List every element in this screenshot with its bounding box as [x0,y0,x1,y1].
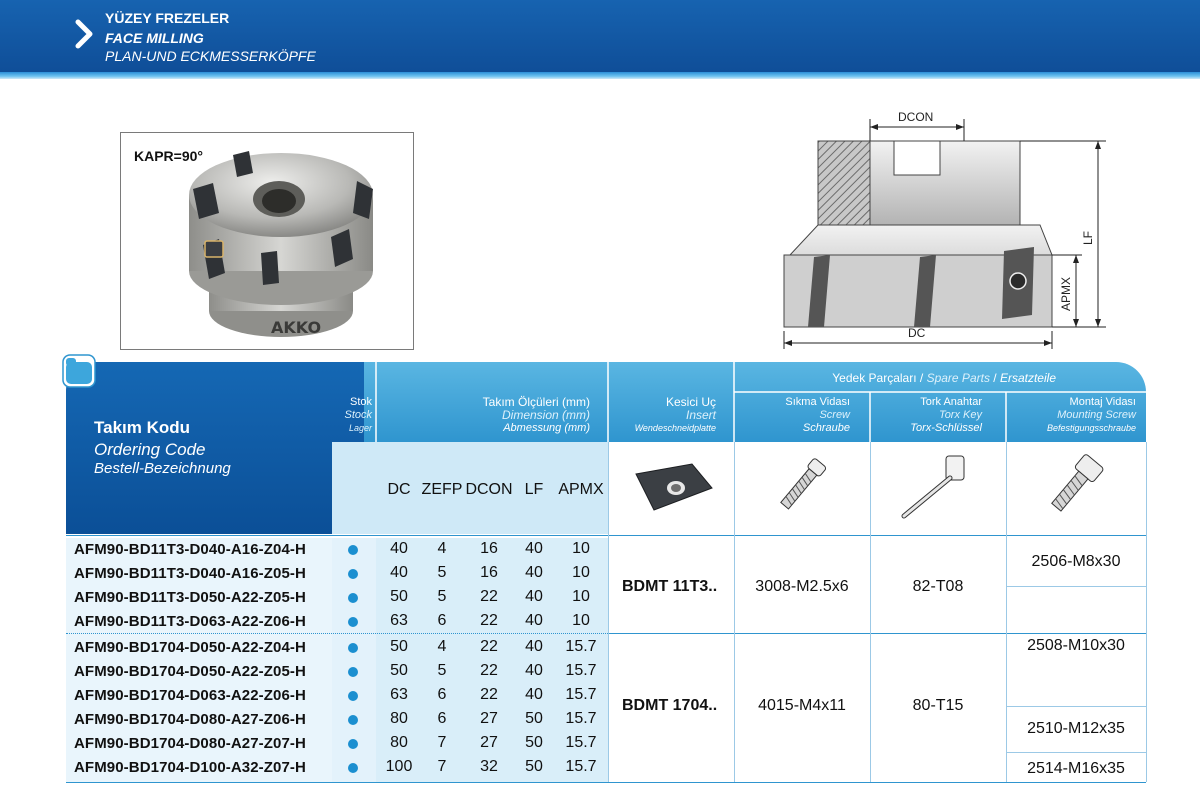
value-lf: 50 [525,710,543,727]
value-dc: 50 [390,662,408,679]
body-bottom-line [66,782,1146,783]
screw-header [738,396,850,435]
screw-header-en: Screw [819,409,850,421]
value-zefp: 5 [437,564,447,581]
stock-dot-icon [348,739,358,749]
value-apmx: 10 [572,564,590,581]
torx-key-icon [894,450,974,526]
col-divider [1146,442,1147,782]
ordering-code: AFM90-BD1704-D050-A22-Z05-H [74,663,306,680]
key-header [872,396,982,435]
value-lf: 50 [525,758,543,775]
value-dcon: 27 [480,734,498,751]
value-zefp: 4 [437,638,447,655]
value-zefp: 6 [437,686,447,703]
value-dc: 63 [390,686,408,703]
group-separator-right [608,633,1146,634]
insert-header-en: Insert [685,408,716,422]
table-row [66,756,1146,780]
value-dc: 63 [390,612,408,629]
table-row [66,660,1146,684]
apmx-dimension-label: APMX [1059,276,1073,311]
ordering-code: AFM90-BD11T3-D040-A16-Z05-H [74,565,306,582]
stock-dot-icon [348,593,358,603]
mounting-screw-1: 2506-M8x30 [1031,553,1121,570]
value-apmx: 15.7 [565,758,597,775]
value-apmx: 10 [572,588,590,605]
mount-divider [1006,752,1146,753]
value-lf: 40 [525,588,543,605]
mounting-header-en: Mounting Screw [1057,409,1136,421]
value-zefp: 6 [437,612,447,629]
col-dc: DC [387,481,411,498]
table-row [66,636,1146,660]
value-dcon: 22 [480,662,498,679]
screw-group-2: 4015-M4x11 [758,697,846,714]
value-lf: 50 [525,734,543,751]
col-apmx: APMX [558,481,604,498]
ordering-code-title-tr: Takım Kodu [94,418,191,437]
ordering-code: AFM90-BD1704-D080-A27-Z07-H [74,735,306,752]
insert-header-de: Wendeschneidplatte [634,423,716,433]
spare-parts-sep1: / [916,371,927,385]
stock-header-tr: Stok [349,396,372,408]
value-apmx: 15.7 [565,734,597,751]
value-zefp: 6 [437,710,447,727]
brand-engraving: AKKO [271,318,322,337]
key-group-1: 82-T08 [912,578,964,595]
value-apmx: 10 [572,540,590,557]
mounting-screw-2: 2508-M10x30 [1027,637,1125,654]
ordering-code: AFM90-BD1704-D100-A32-Z07-H [74,759,306,776]
screw-group-1: 3008-M2.5x6 [755,578,849,595]
value-dcon: 32 [480,758,498,775]
insert-header-tr: Kesici Uç [665,395,716,409]
table-row [66,732,1146,756]
value-dcon: 16 [480,564,498,581]
value-zefp: 4 [437,540,447,557]
spare-parts-header [740,372,1056,385]
header-stripe [0,72,1200,79]
key-header-de: Torx-Schlüssel [910,422,982,434]
value-apmx: 15.7 [565,662,597,679]
stock-header [332,396,372,435]
value-dcon: 22 [480,686,498,703]
dcon-dimension-label: DCON [898,110,934,124]
key-header-en: Torx Key [938,409,982,421]
title-english: FACE MILLING [105,30,204,46]
stock-dot-icon [348,691,358,701]
ordering-code: AFM90-BD1704-D063-A22-Z06-H [74,687,306,704]
dimension-header-tr: Takım Ölçüleri (mm) [482,395,590,409]
ordering-code-title-de: Bestell-Bezeichnung [94,460,231,477]
spare-parts-en: Spare Parts [926,371,990,385]
spare-parts-sep2: / [989,371,1000,385]
value-lf: 40 [525,686,543,703]
value-lf: 40 [525,612,543,629]
value-zefp: 7 [437,758,447,775]
value-dc: 50 [390,638,408,655]
stock-header-en: Stock [344,409,372,421]
mounting-header-tr: Montaj Vidası [1069,396,1136,408]
screw-icon [770,452,834,518]
dimension-header [380,396,590,435]
stock-dot-icon [348,617,358,627]
value-dc: 40 [390,540,408,557]
value-dcon: 22 [480,612,498,629]
mount-divider [1006,706,1146,707]
col-divider [734,442,735,782]
ordering-code: AFM90-BD1704-D080-A27-Z06-H [74,711,306,728]
dimension-header-de: Abmessung (mm) [503,422,590,434]
kapr-label: KAPR=90° [134,148,204,164]
col-zefp: ZEFP [421,481,463,498]
value-apmx: 15.7 [565,710,597,727]
screw-header-tr: Sıkma Vidası [785,396,850,408]
col-dcon: DCON [465,481,513,498]
value-lf: 40 [525,540,543,557]
value-dcon: 27 [480,710,498,727]
col-divider [608,442,609,782]
ordering-code: AFM90-BD1704-D050-A22-Z04-H [74,639,306,656]
value-dc: 80 [390,710,408,727]
key-group-2: 80-T15 [912,697,964,714]
value-zefp: 5 [437,588,447,605]
value-dc: 100 [385,758,413,775]
screw-header-de: Schraube [802,422,850,434]
value-apmx: 15.7 [565,638,597,655]
col-lf: LF [524,481,544,498]
stock-dot-icon [348,667,358,677]
ordering-code-title-en: Ordering Code [94,440,206,459]
value-dc: 50 [390,588,408,605]
value-dcon: 22 [480,588,498,605]
spare-parts-de: Ersatzteile [999,371,1056,385]
value-apmx: 10 [572,612,590,629]
value-dcon: 16 [480,540,498,557]
dimension-header-en: Dimension (mm) [501,408,590,422]
table-row [66,610,1146,634]
spare-parts-tr: Yedek Parçaları [832,371,917,385]
stock-dot-icon [348,545,358,555]
value-dcon: 22 [480,638,498,655]
ordering-code: AFM90-BD11T3-D040-A16-Z04-H [74,541,306,558]
corner-tab-icon [62,354,96,388]
value-dc: 80 [390,734,408,751]
ordering-code: AFM90-BD11T3-D050-A22-Z05-H [74,589,306,606]
value-zefp: 5 [437,662,447,679]
stock-subheader [332,442,376,534]
mounting-header-de: Befestigungsschraube [1046,423,1136,433]
stock-dot-icon [348,715,358,725]
value-lf: 40 [525,638,543,655]
product-photo [120,132,414,350]
value-zefp: 7 [437,734,447,751]
ordering-code: AFM90-BD11T3-D063-A22-Z06-H [74,613,306,630]
mounting-screw-icon [1040,452,1110,518]
dc-dimension-label: DC [908,326,926,340]
insert-header [612,396,716,435]
table-row [66,538,1146,562]
value-apmx: 15.7 [565,686,597,703]
lf-dimension-label: LF [1081,230,1095,245]
mounting-screw-3: 2510-M12x35 [1027,720,1125,737]
technical-drawing [770,105,1110,355]
title-german: PLAN-UND ECKMESSERKÖPFE [105,48,316,64]
insert-icon [630,460,716,516]
insert-group-1: BDMT 11T3.. [622,578,718,595]
col-divider [870,442,871,782]
mount-divider [1006,586,1146,587]
value-lf: 40 [525,564,543,581]
value-dc: 40 [390,564,408,581]
chevron-right-icon [74,19,96,49]
mounting-screw-4: 2514-M16x35 [1027,760,1125,777]
stock-dot-icon [348,763,358,773]
key-header-tr: Tork Anahtar [920,396,982,408]
title-turkish: YÜZEY FREZELER [105,10,230,26]
value-lf: 40 [525,662,543,679]
stock-dot-icon [348,643,358,653]
body-top-line [66,535,1146,536]
insert-group-2: BDMT 1704.. [622,697,718,714]
stock-dot-icon [348,569,358,579]
milling-cutter-illustration [121,133,414,350]
mounting-header [1010,396,1136,435]
stock-header-de: Lager [348,423,372,433]
